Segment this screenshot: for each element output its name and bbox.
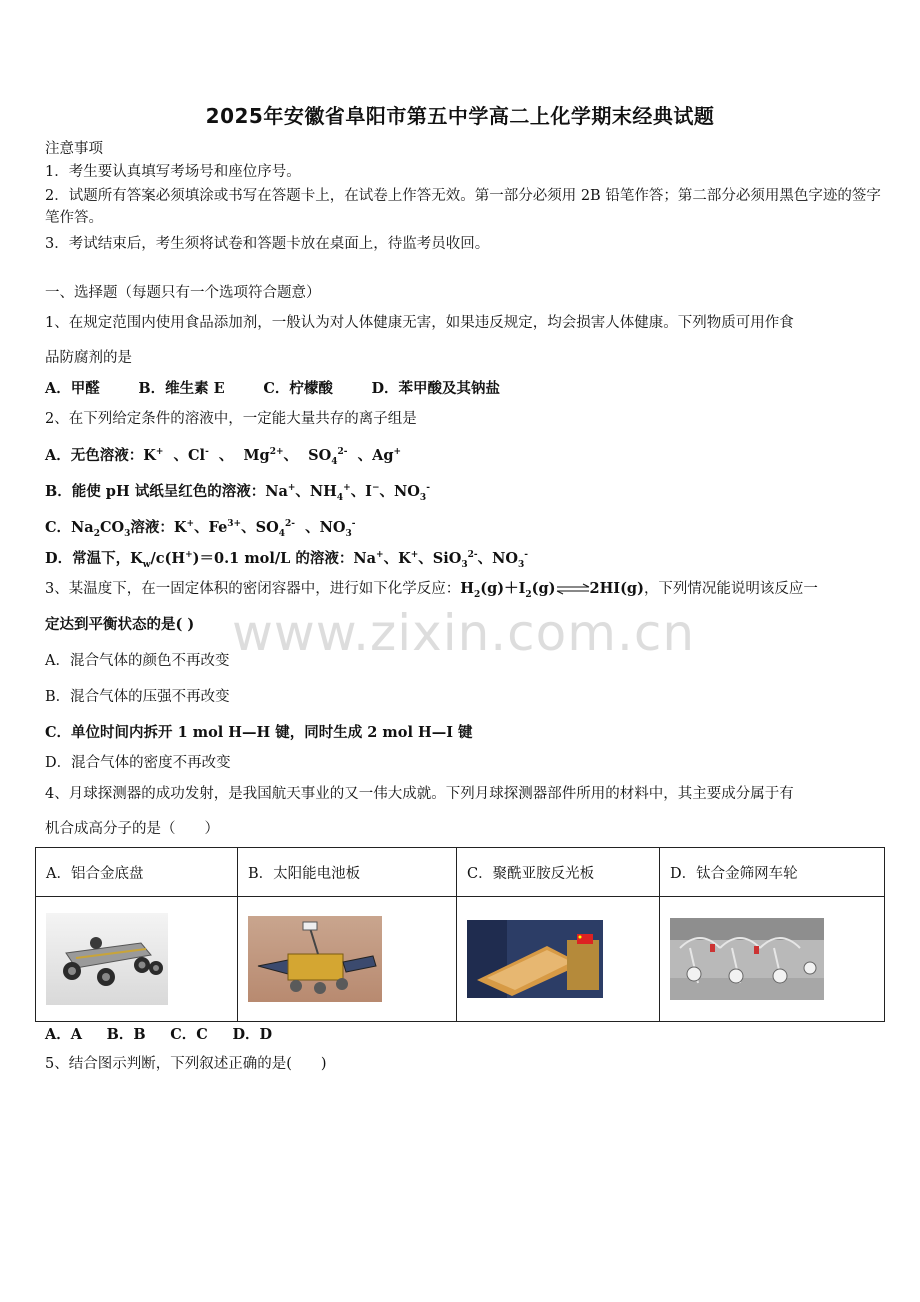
materials-header-c: C．聚酰亚胺反光板: [457, 848, 660, 897]
materials-image-cell-a: [36, 897, 238, 1022]
aluminum-chassis-image: [46, 913, 168, 1005]
materials-image-cell-c: [457, 897, 660, 1022]
materials-table-header-row: [36, 848, 885, 897]
q4-option-c: C．C: [170, 1026, 208, 1043]
q2-option-b: B．能使 pH 试纸呈红色的溶液：Na+、$NH_4^+$、I−、$NO_3^-$: [45, 483, 430, 503]
q1-option-c: C．柠檬酸: [263, 380, 333, 397]
q4-option-b: B．B: [106, 1026, 146, 1043]
q1-option-b: B．维生素 E: [138, 380, 225, 397]
q2-stem: 2、在下列给定条件的溶液中，一定能大量共存的离子组是: [45, 411, 417, 427]
materials-image-cell-d: [660, 897, 885, 1022]
q3-equation: $H_2(g)+I_2(g)$ 2HI(g): [460, 580, 644, 600]
q2-option-a-label: A．无色溶液：: [45, 447, 144, 464]
polyimide-reflector-image: [467, 920, 603, 998]
q4-stem-line2: 机合成高分子的是（ ）: [45, 821, 219, 837]
q3-option-d: D．混合气体的密度不再改变: [45, 755, 231, 771]
q2-option-d: D．常温下，$K_w/c(H^+)=0.1$ mol/L 的溶液：Na+、K+、SiO$_3^{2-}$、$NO_3^-$: [45, 550, 529, 570]
q2-option-b-label: B．能使 pH 试纸呈红色的溶液：: [45, 483, 266, 500]
q3-stem-line1: [45, 578, 885, 600]
q1-stem-line2: 品防腐剂的是: [45, 350, 132, 366]
q2-option-d-label2: ＝0.1 mol/L 的溶液：: [199, 550, 354, 567]
materials-header-b: B．太阳能电池板: [238, 848, 457, 897]
materials-table: [35, 847, 885, 1022]
q4-option-a: A．A: [45, 1026, 83, 1043]
q2-option-a: A．无色溶液：K+ 、Cl- 、 $Mg^{2+}$、 $SO_4^{2-}$ 、Ag+: [45, 447, 402, 467]
q2-option-c: C．$Na_2CO_3$溶液：K+、$Fe^{3+}$、$SO_4^{2-}$ 、$NO_3^-$: [45, 519, 356, 539]
watermark: www.zixin.com.cn: [232, 604, 696, 662]
q5-stem: 5、结合图示判断，下列叙述正确的是( ): [45, 1056, 327, 1072]
q3-option-c: C．单位时间内拆开 1 mol H—H 键，同时生成 2 mol H—I 键: [45, 724, 473, 741]
materials-table-image-row: [36, 897, 885, 1022]
q3-stem-part2: ，下列情况能说明该反应一: [643, 581, 818, 597]
q3-option-a: A．混合气体的颜色不再改变: [45, 653, 230, 669]
notice-item-3: 3．考试结束后，考生须将试卷和答题卡放在桌面上，待监考员收回。: [45, 236, 490, 252]
q3-stem-part1: 3、某温度下，在一固定体积的密闭容器中，进行如下化学反应：: [45, 581, 461, 597]
q1-option-d: D．苯甲酸及其钠盐: [371, 380, 501, 397]
page-title: 2025年安徽省阜阳市第五中学高二上化学期末经典试题: [205, 104, 715, 128]
equilibrium-arrow-icon: [556, 583, 590, 595]
q1-stem-line1: 1、在规定范围内使用食品添加剂，一般认为对人体健康无害，如果违反规定，均会损害人体健康。下列物质可用作食: [45, 315, 794, 331]
notice-item-1: 1．考生要认真填写考场号和座位序号。: [45, 164, 301, 180]
q1-option-a: A．甲醛: [45, 380, 100, 397]
notice-heading: 注意事项: [45, 141, 103, 157]
q2-option-c-label: C．: [45, 519, 72, 536]
q1-options: [45, 378, 885, 400]
q3-stem-line2: 定达到平衡状态的是( ): [45, 616, 195, 633]
q4-option-d: D．D: [232, 1026, 273, 1043]
q2-option-d-label: D．常温下，: [45, 550, 131, 567]
q4-stem-line1: 4、月球探测器的成功发射，是我国航天事业的又一伟大成就。下列月球探测器部件所用的材料中，其主要成分属于有: [45, 786, 794, 802]
q2-option-c-label2: 溶液：: [130, 519, 174, 536]
materials-header-d: D．钛合金筛网车轮: [660, 848, 885, 897]
materials-image-cell-b: [238, 897, 457, 1022]
notice-item-2: 2．试题所有答案必须填涂或书写在答题卡上，在试卷上作答无效。第一部分必须用 2B 铅笔作答；第二部分必须用黑色字迹的签字笔作答。: [45, 188, 881, 226]
titanium-wheel-image: [670, 918, 824, 1000]
q3-option-b: B．混合气体的压强不再改变: [45, 689, 230, 705]
solar-panel-rover-image: [248, 916, 382, 1002]
materials-header-a: A．铝合金底盘: [36, 848, 238, 897]
q4-answer-options: [45, 1024, 885, 1046]
section-heading: 一、选择题（每题只有一个选项符合题意）: [45, 285, 321, 301]
